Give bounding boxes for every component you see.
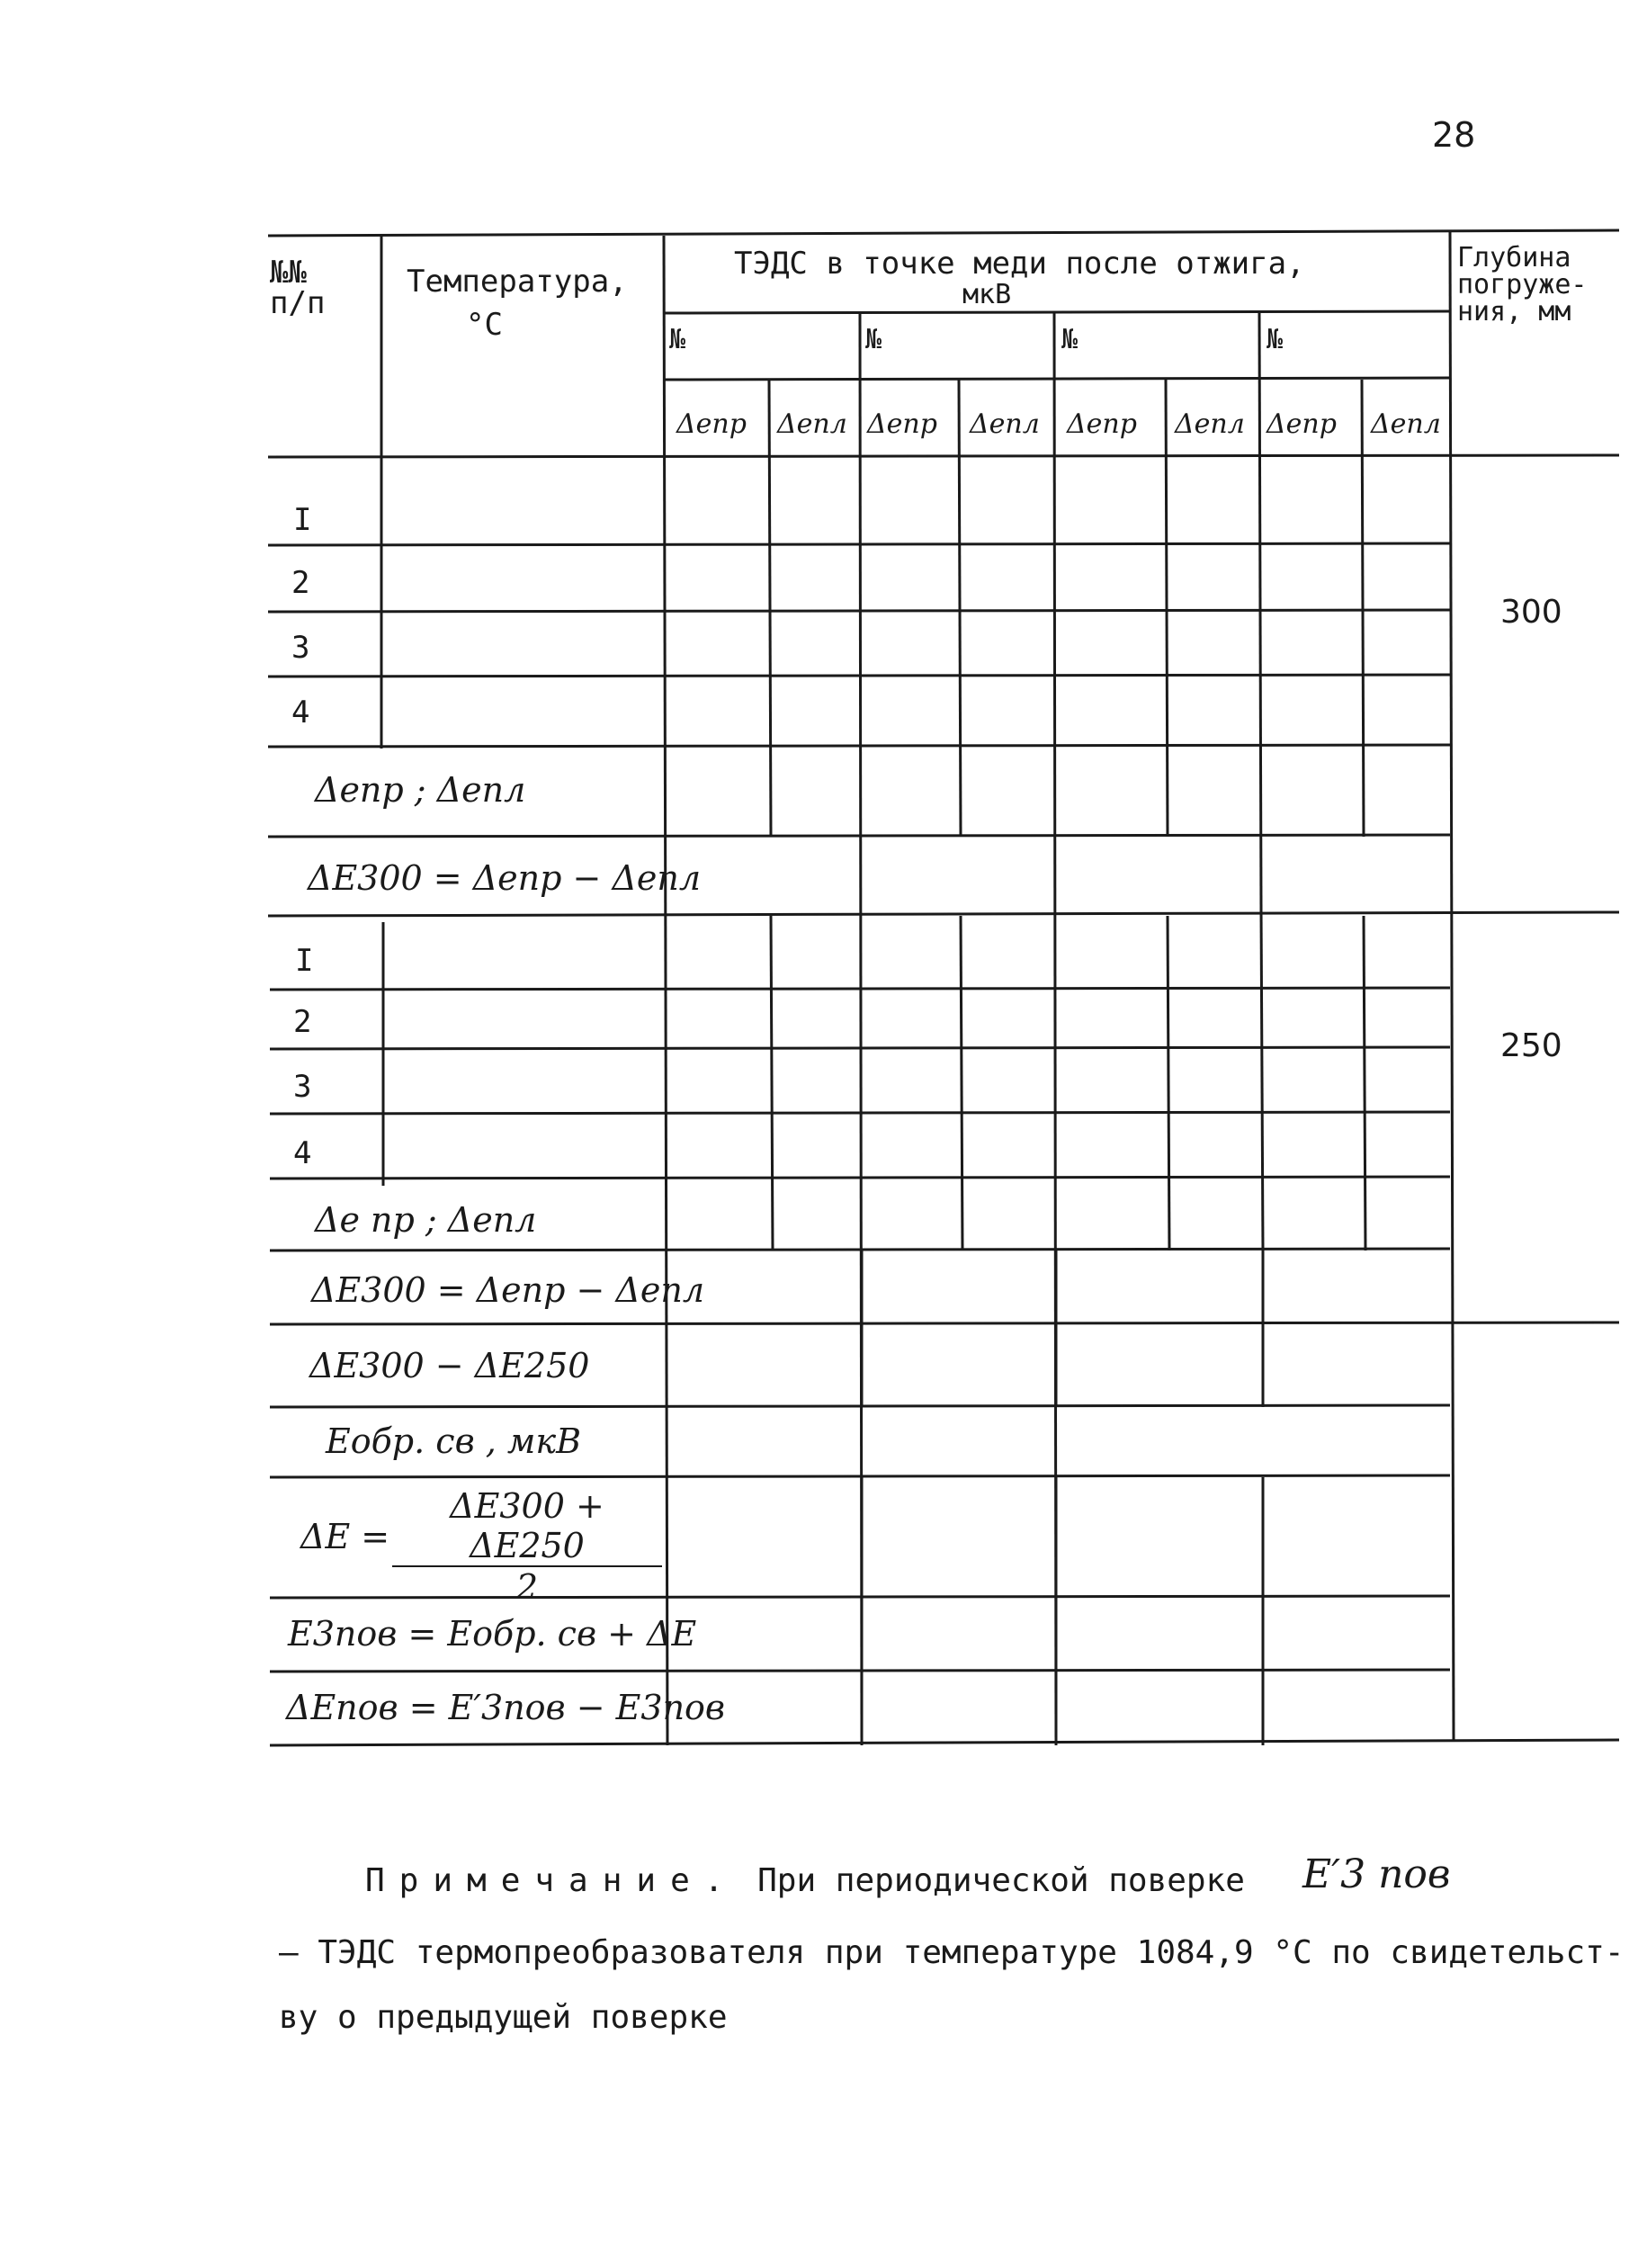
- diff-label: ΔE300 = Δeпр − Δeпл: [308, 858, 702, 898]
- pair-label: Δeпл: [970, 408, 1040, 440]
- mean-e-fraction: [392, 1486, 662, 1607]
- page-number: 28: [1432, 115, 1476, 155]
- note-symbol: E′3 пов: [1302, 1851, 1451, 1897]
- note-line-3: ву о предыдущей поверке: [279, 1999, 728, 2036]
- header-col-tds: ТЭДС в точке меди после отжига,: [734, 246, 1305, 282]
- pair-label: Δeпл: [1371, 408, 1441, 440]
- e-ref-label: Eобр. св , мкВ: [326, 1421, 582, 1461]
- header-col-tds-unit: мкВ: [962, 279, 1012, 310]
- row-number: I: [295, 943, 314, 979]
- row-number: 2: [291, 565, 310, 601]
- note-line-2: – ТЭДС термопреобразователя при температуре 1084,9 °С по свидетельст-: [279, 1934, 1625, 1971]
- row-number: 3: [291, 630, 310, 666]
- note-line-1: [365, 1862, 1245, 1899]
- depth-value: 300: [1500, 594, 1562, 631]
- subgroup-label-3: №: [1061, 324, 1079, 355]
- pair-label: Δeпр: [867, 408, 937, 440]
- row-number: 3: [293, 1069, 312, 1105]
- pair-label: Δeпл: [1175, 408, 1245, 440]
- pair-label: Δeпл: [777, 408, 847, 440]
- diff-label: ΔE300 = Δeпр − Δeпл: [311, 1270, 705, 1310]
- row-number: I: [293, 502, 312, 538]
- diff-300-250-label: ΔE300 − ΔE250: [309, 1346, 590, 1385]
- mean-e-lhs: ΔE =: [300, 1517, 390, 1556]
- header-col-depth: Глубина погруже- ния, мм: [1457, 242, 1588, 327]
- mean-label: Δeпр ; Δeпл: [315, 770, 526, 810]
- header-col-temperature-unit: °С: [466, 307, 503, 343]
- pair-label: Δeпр: [676, 408, 747, 440]
- note-text-1: При периодической поверке: [757, 1862, 1245, 1899]
- row-number: 2: [293, 1004, 312, 1040]
- pair-label: Δeпр: [1267, 408, 1337, 440]
- de-label: ΔEпов = E′3пов − E3пов: [286, 1688, 726, 1727]
- header-col-temperature: Температура,: [407, 264, 628, 300]
- e3-label: E3пов = Eобр. св + ΔE: [288, 1614, 697, 1654]
- pair-label: Δeпр: [1067, 408, 1137, 440]
- mean-e-numerator: ΔE300 + ΔE250: [392, 1486, 662, 1567]
- mean-label: Δe пр ; Δeпл: [315, 1200, 537, 1240]
- row-number: 4: [293, 1135, 312, 1171]
- row-number: 4: [291, 695, 310, 731]
- header-col-number: №№ п/п: [270, 255, 326, 321]
- depth-value: 250: [1500, 1027, 1562, 1064]
- subgroup-label-2: №: [865, 324, 882, 355]
- subgroup-label-4: №: [1267, 324, 1284, 355]
- mean-e-denominator: 2: [515, 1567, 539, 1607]
- note-prefix: Примечание.: [365, 1862, 738, 1899]
- subgroup-label-1: №: [669, 324, 686, 355]
